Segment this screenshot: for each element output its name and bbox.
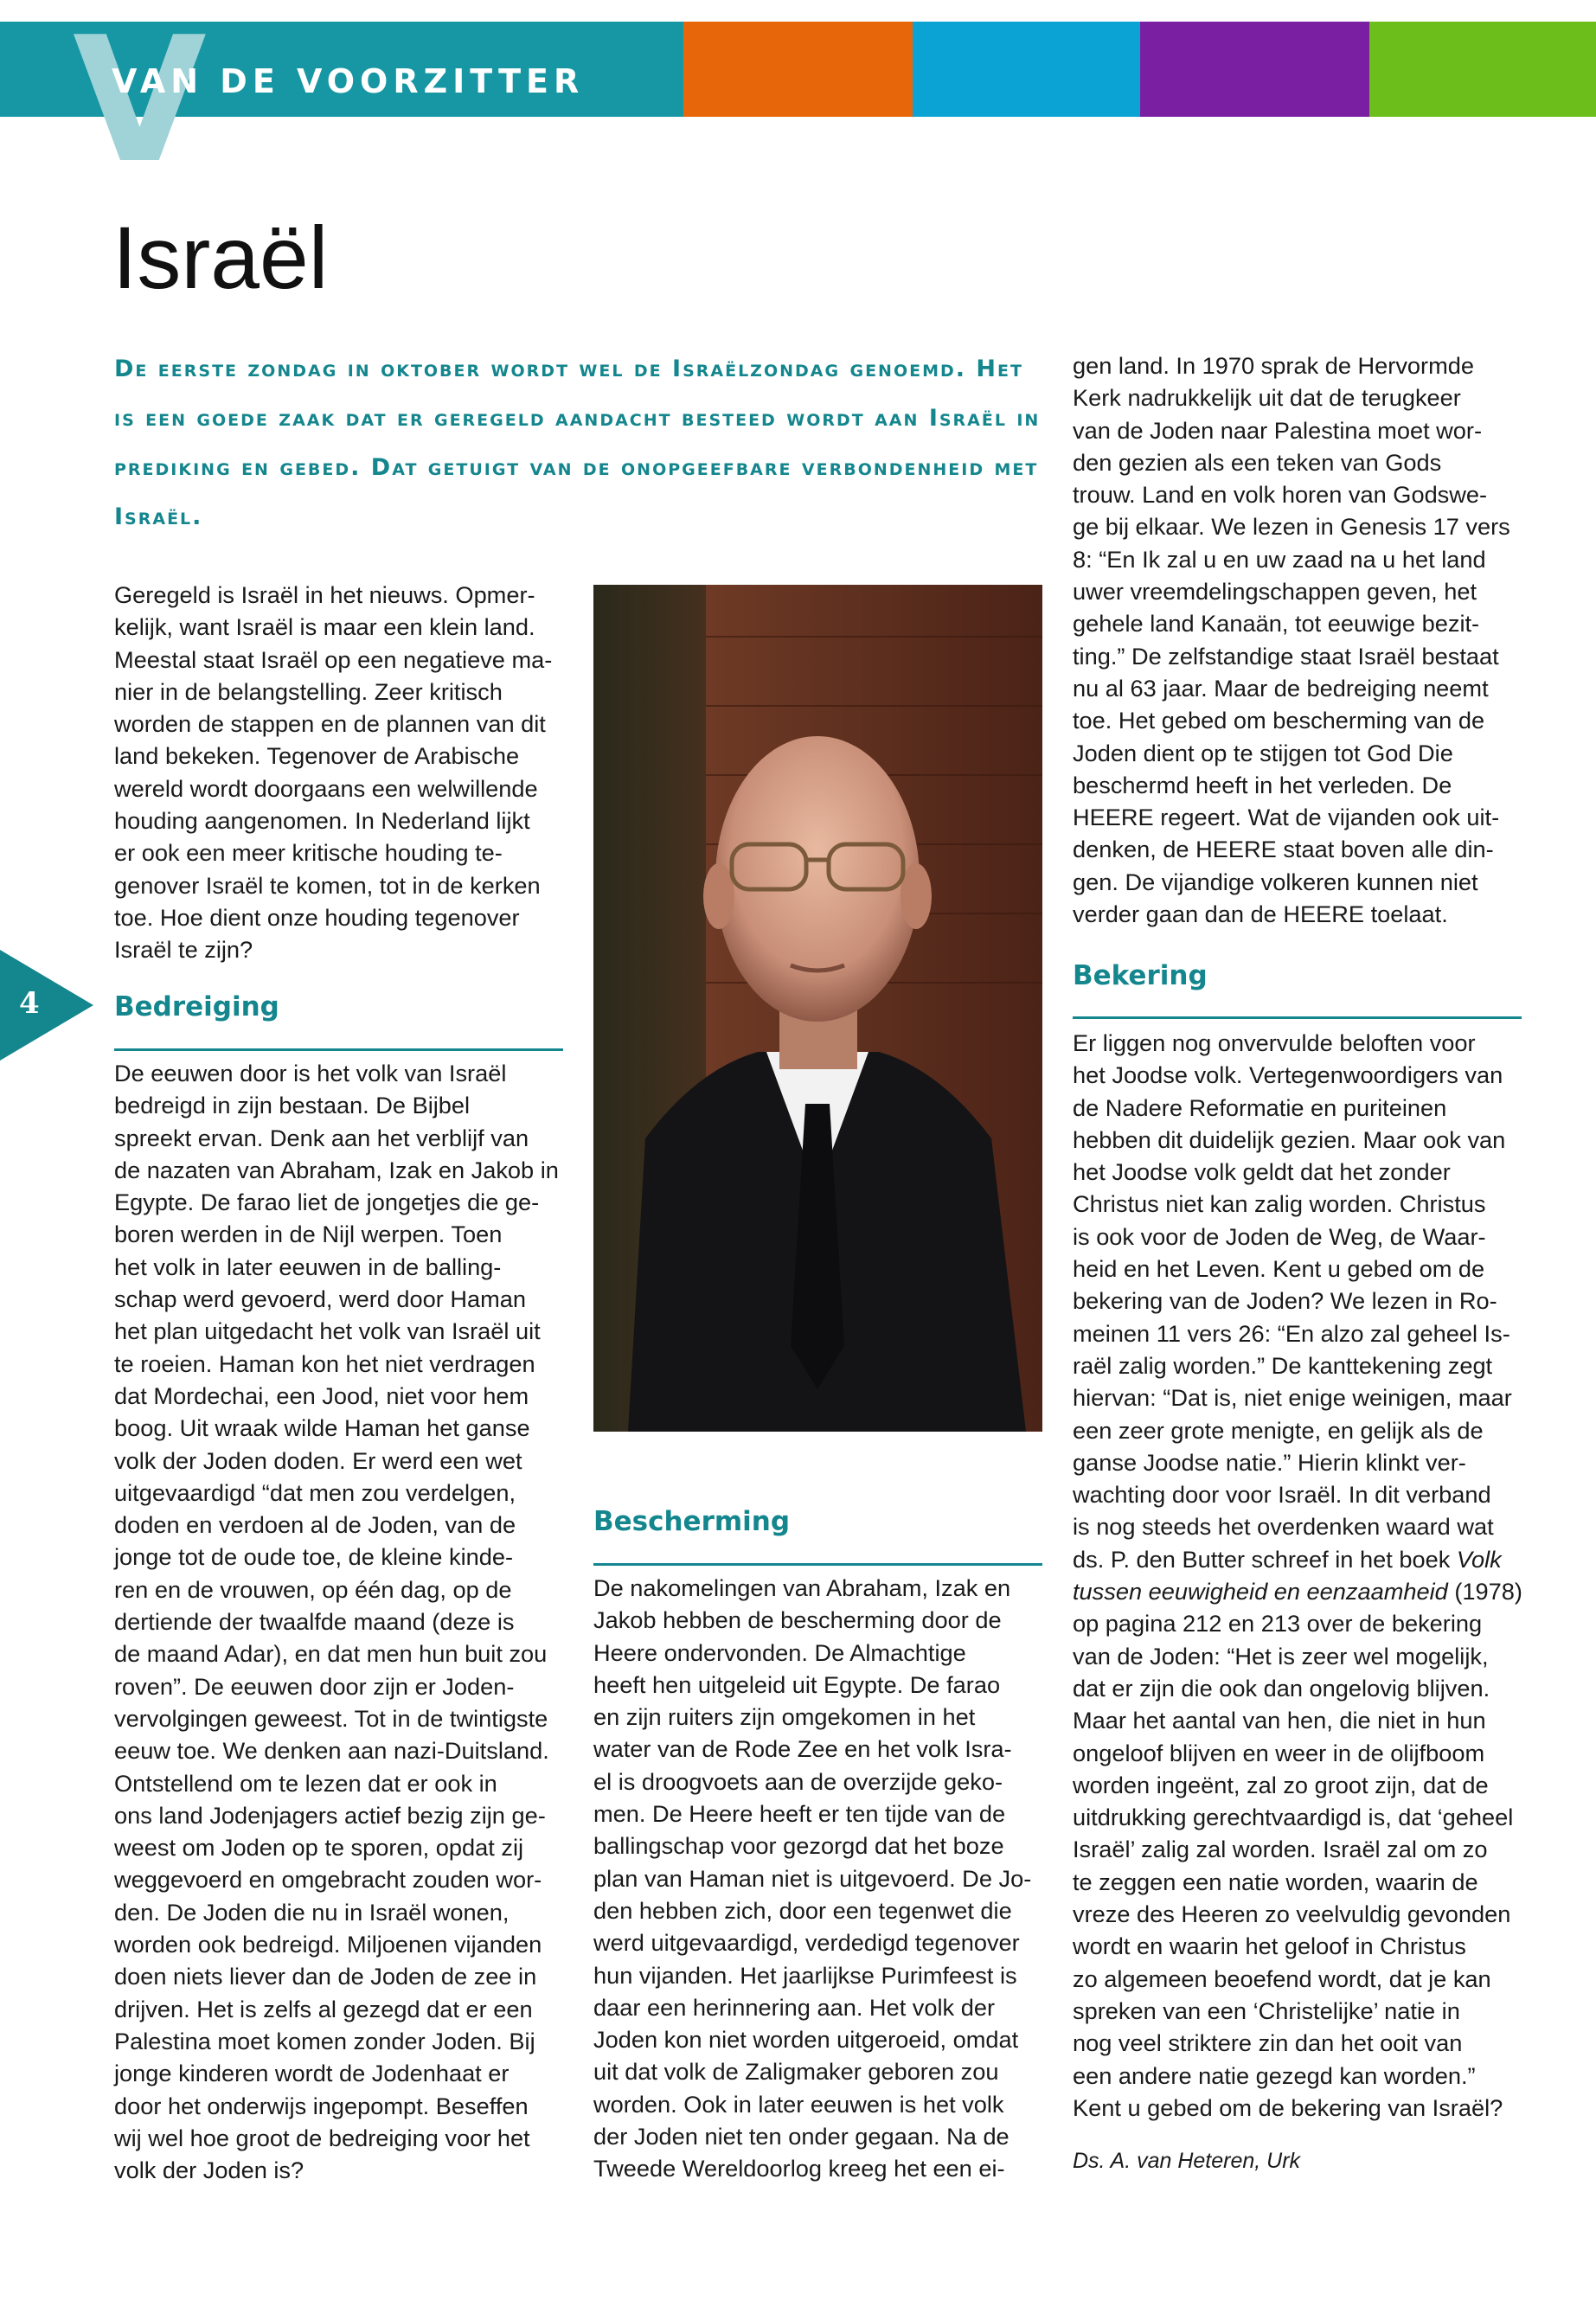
text-line: bekering van de Joden? We lezen in Ro- [1073, 1287, 1497, 1315]
text-line: toe. Het gebed om bescherming van de [1073, 707, 1485, 734]
text-line: Heere ondervonden. De Almachtige [593, 1638, 966, 1666]
text-line: den gezien als een teken van Gods [1073, 448, 1442, 476]
text-line: de nazaten van Abraham, Izak en Jakob in [114, 1156, 559, 1183]
heading-rule [114, 1048, 563, 1051]
text-line: is nog steeds het overdenken waard wat [1073, 1513, 1494, 1541]
text-line: is ook voor de Joden de Weg, de Waar- [1073, 1222, 1486, 1250]
text-line: De nakomelingen van Abraham, Izak en [593, 1574, 1011, 1601]
text-line: hiervan: “Dat is, niet enige weinigen, maar [1073, 1384, 1512, 1412]
text-line: houding aangenomen. In Nederland lijkt [114, 807, 530, 835]
text-line: land bekeken. Tegenover de Arabische [114, 742, 520, 770]
text-line: uit dat volk de Zaligmaker geboren zou [593, 2058, 999, 2086]
header-band-green [1369, 22, 1596, 117]
text-line: der Joden niet ten onder gegaan. Na de [593, 2123, 1010, 2150]
text-line: weest om Joden op te sporen, opdat zij [114, 1834, 524, 1862]
text-line: worden. Ook in later eeuwen is het volk [593, 2090, 1004, 2118]
text-line: uwer vreemdelingschappen geven, het [1073, 578, 1477, 606]
book-title: tussen eeuwigheid en eenzaamheid [1073, 1578, 1448, 1606]
portrait-photo [593, 585, 1042, 1432]
text-line: plan van Haman niet is uitgevoerd. De Jo- [593, 1864, 1032, 1892]
heading-bescherming: Bescherming [593, 1506, 791, 1537]
text-line: kelijk, want Israël is maar een klein land. [114, 613, 535, 641]
text-line: volk der Joden doden. Er werd een wet [114, 1446, 522, 1474]
header-band-blue [913, 22, 1140, 117]
text-line: drijven. Het is zelfs al gezegd dat er een [114, 1995, 533, 2022]
text-line: dat er zijn die ook dan ongelovig blijven. [1073, 1674, 1490, 1702]
page-number: 4 [19, 986, 40, 1021]
text-line: vreze des Heeren zo veelvuldig gevonden [1073, 1900, 1511, 1928]
text-line: ongeloof blijven en weer in de olijfboom [1073, 1739, 1485, 1766]
text-line: nu al 63 jaar. Maar de bedreiging neemt [1073, 674, 1489, 702]
bekering-paragraph [1073, 1027, 1557, 2124]
book-year: (1978) [1447, 1578, 1522, 1606]
text-line: Christus niet kan zalig worden. Christus [1073, 1190, 1486, 1218]
text-line: bedreigd in zijn bestaan. De Bijbel [114, 1092, 471, 1119]
bedreiging-paragraph [114, 1057, 581, 2186]
text-line: het Joodse volk. Vertegenwoordigers van [1073, 1061, 1503, 1089]
text-line: ge bij elkaar. We lezen in Genesis 17 vers [1073, 513, 1510, 541]
article-title: Israël [112, 208, 329, 307]
text-line: zo algemeen beoefend wordt, dat je kan [1073, 1965, 1491, 1992]
text-line: te roeien. Haman kon het niet verdragen [114, 1349, 535, 1377]
text-line: weggevoerd en omgebracht zouden wor- [114, 1866, 542, 1894]
text-line: Geregeld is Israël in het nieuws. Opmer- [114, 581, 535, 608]
author-signature: Ds. A. van Heteren, Urk [1073, 2149, 1301, 2173]
text-line: Israël’ zalig zal worden. Israël zal om zo [1073, 1836, 1488, 1863]
heading-rule [593, 1563, 1042, 1566]
header-v-letter: V [73, 0, 207, 202]
text-line: vervolgingen geweest. Tot in de twintigste [114, 1704, 548, 1732]
text-line: boren werden in de Nijl werpen. Toen [114, 1221, 503, 1248]
text-line: ballingschap voor gezorgd dat het boze [593, 1832, 1004, 1860]
heading-bedreiging: Bedreiging [114, 991, 279, 1022]
text-line: wordt en waarin het geloof in Christus [1073, 1932, 1466, 1960]
text-line: heeft hen uitgeleid uit Egypte. De farao [593, 1670, 1001, 1698]
text-line: Jakob hebben de bescherming door de [593, 1606, 1002, 1634]
text-line: genover Israël te komen, tot in de kerken [114, 871, 541, 899]
text-line: boog. Uit wraak wilde Haman het ganse [114, 1414, 530, 1442]
text-line: volk der Joden is? [114, 2157, 304, 2184]
text-line: een andere natie gezegd kan worden.” [1073, 2061, 1476, 2089]
text-line: Palestina moet komen zonder Joden. Bij [114, 2027, 535, 2054]
text-line: ds. P. den Butter schreef in het boek Volk [1073, 1545, 1502, 1573]
text-line: ons land Jodenjagers actief bezig zijn ge- [114, 1801, 546, 1829]
text-line: ting.” De zelfstandige staat Israël bestaat [1073, 642, 1499, 670]
text-line [1073, 1575, 1557, 1607]
text-line: jonge kinderen wordt de Jodenhaat er [114, 2060, 510, 2087]
text-line: dat Mordechai, een Jood, niet voor hem [114, 1381, 529, 1409]
text-line: Meestal staat Israël op een negatieve ma- [114, 645, 553, 673]
text-line: wereld wordt doorgaans een welwillende [114, 774, 538, 802]
text-line: worden ook bedreigd. Miljoenen vijanden [114, 1931, 542, 1958]
text-line: gehele land Kanaän, tot eeuwige bezit- [1073, 610, 1480, 638]
text-line: wachting door voor Israël. In dit verband [1073, 1481, 1491, 1509]
text-line: hebben dit duidelijk gezien. Maar ook van [1073, 1125, 1506, 1153]
text-line: en zijn ruiters zijn omgekomen in het [593, 1703, 976, 1731]
text-line: nier in de belangstelling. Zeer kritisch [114, 677, 503, 705]
text-line: het Joodse volk geldt dat het zonder [1073, 1158, 1451, 1186]
text-line: van de Joden: “Het is zeer wel mogelijk, [1073, 1642, 1489, 1670]
continued-paragraph [1073, 349, 1540, 930]
text-line: doden en verdoen al de Joden, van de [114, 1511, 516, 1539]
heading-rule [1073, 1016, 1522, 1019]
text-line: verder gaan dan de HEERE toelaat. [1073, 901, 1448, 928]
text-line: door het onderwijs ingepompt. Beseffen [114, 2092, 529, 2119]
text-line: den hebben zich, door een tegenwet die [593, 1896, 1012, 1924]
text-line: Ontstellend om te lezen dat er ook in [114, 1769, 497, 1797]
text-line: trouw. Land en volk horen van Godswe- [1073, 481, 1488, 509]
text-line: werd uitgevaardigd, verdedigd tegenover [593, 1929, 1020, 1957]
text-line: op pagina 212 en 213 over de bekering [1073, 1610, 1483, 1638]
text-line: heid en het Leven. Kent u gebed om de [1073, 1255, 1485, 1283]
text-line: denken, de HEERE staat boven alle din- [1073, 836, 1494, 863]
text-line: 8: “En Ik zal u en uw zaad na u het land [1073, 545, 1486, 573]
text-line: van de Joden naar Palestina moet wor- [1073, 416, 1483, 444]
text-line: spreken van een ‘Christelijke’ natie in [1073, 1997, 1460, 2024]
lead-paragraph: De eerste zondag in oktober wordt wel de Israëlzondag genoemd. Het is een goede zaak dat er geregeld aandacht besteed wordt aan Israël in prediking en gebed. Dat getuigt van de onopgeefbare verbondenheid met Israël. [114, 356, 1041, 530]
text-line: den. De Joden die nu in Israël wonen, [114, 1898, 510, 1926]
text-line: men. De Heere heeft er ten tijde van de [593, 1800, 1006, 1828]
text-line: toe. Hoe dient onze houding tegenover [114, 903, 520, 931]
text-line: jonge tot de oude toe, de kleine kinde- [114, 1543, 514, 1571]
text-line: Egypte. De farao liet de jongetjes die ge- [114, 1189, 540, 1216]
text-line: er ook een meer kritische houding te- [114, 839, 503, 867]
text-line: Israël te zijn? [114, 936, 253, 964]
text-line: hun vijanden. Het jaarlijkse Purimfeest is [593, 1961, 1017, 1989]
text-line: el is droogvoets aan de overzijde geko- [593, 1767, 1003, 1795]
text-line: De eeuwen door is het volk van Israël [114, 1060, 507, 1086]
text-line: dertiende der twaalfde maand (deze is [114, 1608, 515, 1636]
bescherming-paragraph [593, 1572, 1061, 2185]
text-line: nog veel striktere zin dan het ooit van [1073, 2029, 1463, 2057]
text-line: worden de stappen en de plannen van dit [114, 710, 546, 738]
text-line: Kerk nadrukkelijk uit dat de terugkeer [1073, 384, 1461, 412]
section-title: VAN DE VOORZITTER [112, 62, 585, 100]
text-line: Er liggen nog onvervulde beloften voor [1073, 1029, 1476, 1056]
text-line: spreekt ervan. Denk aan het verblijf van [114, 1124, 529, 1151]
text-line: meinen 11 vers 26: “En alzo zal geheel Is- [1073, 1319, 1510, 1347]
intro-paragraph [114, 579, 564, 966]
text-line: Joden kon niet worden uitgeroeid, omdat [593, 2026, 1019, 2054]
page-number-marker [0, 950, 93, 1061]
book-title: Volk [1450, 1545, 1502, 1573]
text-line: uitdrukking gerechtvaardigd is, dat ‘geheel [1073, 1804, 1514, 1831]
text-line: wij wel hoe groot de bedreiging voor het [114, 2124, 530, 2151]
text-line: schap werd gevoerd, werd door Haman [114, 1285, 527, 1313]
text-line: ganse Joodse natie.” Hierin klinkt ver- [1073, 1448, 1466, 1476]
text-line: daar een herinnering aan. Het volk der [593, 1993, 995, 2021]
text-line: Kent u gebed om de bekering van Israël? [1073, 2093, 1503, 2121]
text-line: Joden dient op te stijgen tot God Die [1073, 739, 1453, 766]
text-line: Tweede Wereldoorlog kreeg het een ei- [593, 2155, 1005, 2182]
text-line: beschermd heeft in het verleden. De [1073, 771, 1452, 798]
text-line: roven”. De eeuwen door zijn er Joden- [114, 1672, 515, 1700]
text-line: raël zalig worden.” De kanttekening zegt [1073, 1351, 1493, 1379]
text-line: eeuw toe. We denken aan nazi-Duitsland. [114, 1737, 549, 1765]
text-line: de Nadere Reformatie en puriteinen [1073, 1093, 1447, 1121]
heading-bekering: Bekering [1073, 960, 1208, 991]
text-line: een zeer grote menigte, en gelijk als de [1073, 1416, 1484, 1444]
text-line: doen niets liever dan de Joden de zee in [114, 1963, 537, 1990]
text-line: uitgevaardigd “dat men zou verdelgen, [114, 1478, 516, 1506]
text-line: de maand Adar), en dat men hun buit zou [114, 1640, 548, 1668]
header-band-orange [683, 22, 913, 117]
text-line: worden ingeënt, zal zo groot zijn, dat de [1073, 1771, 1489, 1798]
portrait-illustration [593, 585, 1042, 1432]
text-line: water van de Rode Zee en het volk Isra- [593, 1735, 1012, 1763]
text-line: HEERE regeert. Wat de vijanden ook uit- [1073, 804, 1500, 831]
header-band-purple [1140, 22, 1369, 117]
text-line: gen land. In 1970 sprak de Hervormde [1073, 352, 1474, 379]
text-line: het volk in later eeuwen in de balling- [114, 1253, 502, 1280]
text-line: te zeggen een natie worden, waarin de [1073, 1868, 1478, 1895]
text-line: gen. De vijandige volkeren kunnen niet [1073, 868, 1478, 895]
text-line: ren en de vrouwen, op één dag, op de [114, 1575, 512, 1603]
text-line: Maar het aantal van hen, die niet in hun [1073, 1707, 1486, 1734]
text-line: het plan uitgedacht het volk van Israël uit [114, 1317, 541, 1345]
